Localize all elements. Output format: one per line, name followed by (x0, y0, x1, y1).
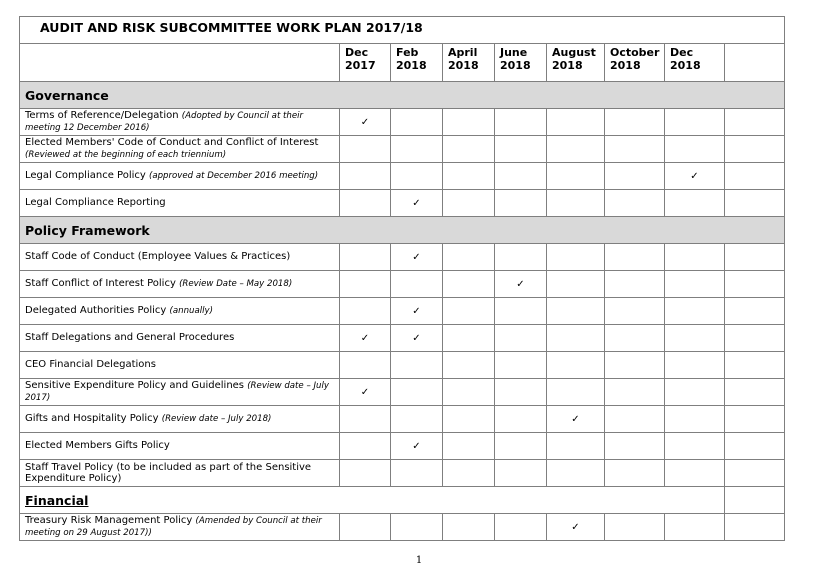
empty-cell (443, 379, 495, 406)
empty-cell (665, 433, 725, 460)
empty-cell (725, 298, 785, 325)
empty-cell (725, 352, 785, 379)
empty-cell (665, 379, 725, 406)
table-row (20, 325, 785, 352)
empty-cell (340, 271, 391, 298)
empty-cell (605, 379, 665, 406)
month-label: Feb (396, 46, 419, 59)
year-label: 2017 (345, 59, 376, 72)
empty-cell (547, 298, 605, 325)
empty-cell (340, 190, 391, 217)
month-label: June (500, 46, 528, 59)
empty-cell (340, 406, 391, 433)
month-header-6 (665, 44, 725, 82)
table-row (20, 433, 785, 460)
row-label-cell (20, 244, 340, 271)
month-header-2 (443, 44, 495, 82)
year-label: 2018 (500, 59, 531, 72)
month-header-1 (391, 44, 443, 82)
empty-cell (665, 406, 725, 433)
empty-cell (547, 244, 605, 271)
empty-cell (605, 190, 665, 217)
year-label: 2018 (552, 59, 583, 72)
row-label-cell (20, 163, 340, 190)
check-mark-icon: ✓ (340, 379, 391, 406)
month-label: Dec (670, 46, 694, 59)
empty-cell (725, 136, 785, 163)
empty-cell (725, 460, 785, 487)
table-row (20, 244, 785, 271)
empty-cell (605, 109, 665, 136)
empty-cell (725, 406, 785, 433)
table-row (20, 379, 785, 406)
empty-cell (605, 406, 665, 433)
empty-cell (725, 325, 785, 352)
row-label-cell (20, 352, 340, 379)
empty-cell (495, 190, 547, 217)
row-label: Staff Code of Conduct (Employee Values & Practices) (25, 251, 291, 263)
table-row (20, 190, 785, 217)
row-label: Treasury Risk Management Policy (25, 514, 193, 526)
row-note: (Adopted by Council at their meeting 12 December 2016) (25, 110, 304, 133)
table-row (20, 271, 785, 298)
empty-cell (495, 298, 547, 325)
empty-cell (340, 136, 391, 163)
section-title: Policy Framework (20, 217, 785, 244)
year-label: 2018 (396, 59, 427, 72)
work-plan-table (19, 16, 785, 541)
empty-cell (547, 352, 605, 379)
empty-cell (547, 163, 605, 190)
section-header-row (20, 82, 785, 109)
empty-cell (665, 298, 725, 325)
empty-cell (605, 163, 665, 190)
month-header-4 (547, 44, 605, 82)
row-note: (approved at December 2016 meeting) (148, 170, 319, 181)
row-label: Elected Members' Code of Conduct and Conflict of Interest (25, 137, 319, 148)
empty-cell (443, 352, 495, 379)
row-label: CEO Financial Delegations (25, 359, 156, 371)
row-label: Legal Compliance Policy (25, 169, 146, 181)
month-header-5 (605, 44, 665, 82)
empty-cell (605, 325, 665, 352)
row-label-cell (20, 109, 340, 136)
empty-cell (725, 190, 785, 217)
check-mark-icon: ✓ (391, 244, 443, 271)
table-row (20, 514, 785, 541)
empty-cell (340, 163, 391, 190)
empty-cell (725, 244, 785, 271)
empty-cell (725, 109, 785, 136)
empty-cell (443, 460, 495, 487)
row-note: (Review date – July 2017) (25, 380, 329, 403)
empty-cell (547, 136, 605, 163)
empty-cell (605, 244, 665, 271)
empty-cell (495, 325, 547, 352)
empty-cell (495, 460, 547, 487)
empty-cell (443, 406, 495, 433)
month-header-3 (495, 44, 547, 82)
row-label-cell (20, 298, 340, 325)
section-title: Financial (20, 487, 725, 514)
table-row (20, 298, 785, 325)
row-label-cell (20, 271, 340, 298)
empty-cell (391, 406, 443, 433)
row-label: Terms of Reference/Delegation (25, 109, 179, 121)
check-mark-icon: ✓ (391, 433, 443, 460)
month-header-7 (725, 44, 785, 82)
month-header-row (20, 44, 785, 82)
table-row (20, 460, 785, 487)
empty-cell (495, 244, 547, 271)
empty-cell (495, 136, 547, 163)
empty-cell (725, 487, 785, 514)
empty-cell (443, 514, 495, 541)
empty-cell (391, 109, 443, 136)
check-mark-icon: ✓ (391, 190, 443, 217)
empty-cell (605, 271, 665, 298)
empty-cell (391, 163, 443, 190)
table-row (20, 109, 785, 136)
empty-cell (340, 244, 391, 271)
empty-cell (605, 460, 665, 487)
row-label: Elected Members Gifts Policy (25, 440, 170, 452)
empty-cell (547, 433, 605, 460)
check-mark-icon: ✓ (547, 514, 605, 541)
empty-cell (443, 190, 495, 217)
header-blank-cell (20, 44, 340, 82)
empty-cell (605, 514, 665, 541)
empty-cell (495, 433, 547, 460)
table-row (20, 163, 785, 190)
table-row (20, 406, 785, 433)
empty-cell (665, 460, 725, 487)
empty-cell (547, 271, 605, 298)
empty-cell (391, 271, 443, 298)
empty-cell (725, 271, 785, 298)
empty-cell (665, 244, 725, 271)
check-mark-icon: ✓ (340, 325, 391, 352)
empty-cell (495, 406, 547, 433)
empty-cell (725, 163, 785, 190)
empty-cell (725, 433, 785, 460)
empty-cell (443, 163, 495, 190)
row-label-cell (20, 433, 340, 460)
empty-cell (605, 136, 665, 163)
row-label: Staff Travel Policy (to be included as part of the Sensitive Expenditure Policy) (25, 461, 312, 484)
row-label-cell (20, 460, 340, 487)
row-note: (Review date – July 2018) (161, 413, 272, 424)
empty-cell (340, 460, 391, 487)
check-mark-icon: ✓ (391, 298, 443, 325)
row-note: (Reviewed at the beginning of each triennium) (25, 149, 227, 160)
row-note: (annually) (169, 305, 213, 316)
empty-cell (665, 514, 725, 541)
empty-cell (495, 163, 547, 190)
row-label: Staff Conflict of Interest Policy (25, 277, 176, 289)
empty-cell (443, 433, 495, 460)
empty-cell (605, 352, 665, 379)
empty-cell (443, 271, 495, 298)
empty-cell (725, 379, 785, 406)
empty-cell (495, 514, 547, 541)
year-label: 2018 (448, 59, 479, 72)
empty-cell (547, 325, 605, 352)
year-label: 2018 (670, 59, 701, 72)
month-header-0 (340, 44, 391, 82)
empty-cell (495, 379, 547, 406)
month-label: August (552, 46, 596, 59)
check-mark-icon: ✓ (495, 271, 547, 298)
empty-cell (547, 460, 605, 487)
row-label: Staff Delegations and General Procedures (25, 332, 235, 344)
empty-cell (391, 514, 443, 541)
empty-cell (340, 298, 391, 325)
section-header-row (20, 487, 785, 514)
page-number: 1 (415, 555, 423, 566)
empty-cell (665, 109, 725, 136)
empty-cell (665, 352, 725, 379)
section-title: Governance (20, 82, 785, 109)
empty-cell (391, 379, 443, 406)
empty-cell (665, 325, 725, 352)
empty-cell (605, 433, 665, 460)
page-title: AUDIT AND RISK SUBCOMMITTEE WORK PLAN 2017/18 (20, 17, 785, 44)
table-row (20, 136, 785, 163)
empty-cell (725, 514, 785, 541)
row-label-cell (20, 190, 340, 217)
empty-cell (547, 379, 605, 406)
row-label-cell (20, 514, 340, 541)
table-row (20, 352, 785, 379)
row-note: (Review Date – May 2018) (179, 278, 293, 289)
row-label: Legal Compliance Reporting (25, 197, 166, 209)
empty-cell (605, 298, 665, 325)
empty-cell (391, 136, 443, 163)
empty-cell (340, 433, 391, 460)
empty-cell (665, 271, 725, 298)
empty-cell (547, 109, 605, 136)
empty-cell (443, 298, 495, 325)
empty-cell (665, 190, 725, 217)
row-label-cell (20, 379, 340, 406)
empty-cell (443, 109, 495, 136)
check-mark-icon: ✓ (340, 109, 391, 136)
row-label-cell (20, 406, 340, 433)
empty-cell (443, 136, 495, 163)
empty-cell (340, 352, 391, 379)
year-label: 2018 (610, 59, 641, 72)
row-label-cell (20, 325, 340, 352)
row-note: (Amended by Council at their meeting on 29 August 2017)) (25, 515, 322, 538)
month-label: Dec (345, 46, 369, 59)
empty-cell (340, 514, 391, 541)
row-label-cell (20, 136, 340, 163)
empty-cell (495, 109, 547, 136)
empty-cell (665, 136, 725, 163)
check-mark-icon: ✓ (665, 163, 725, 190)
section-header-row (20, 217, 785, 244)
empty-cell (391, 460, 443, 487)
check-mark-icon: ✓ (391, 325, 443, 352)
empty-cell (547, 190, 605, 217)
empty-cell (443, 325, 495, 352)
check-mark-icon: ✓ (547, 406, 605, 433)
row-label: Sensitive Expenditure Policy and Guidelines (25, 379, 245, 391)
empty-cell (443, 244, 495, 271)
row-label: Gifts and Hospitality Policy (25, 412, 159, 424)
month-label: April (448, 46, 478, 59)
month-label: October (610, 46, 660, 59)
empty-cell (391, 352, 443, 379)
row-label: Delegated Authorities Policy (25, 304, 167, 316)
empty-cell (495, 352, 547, 379)
